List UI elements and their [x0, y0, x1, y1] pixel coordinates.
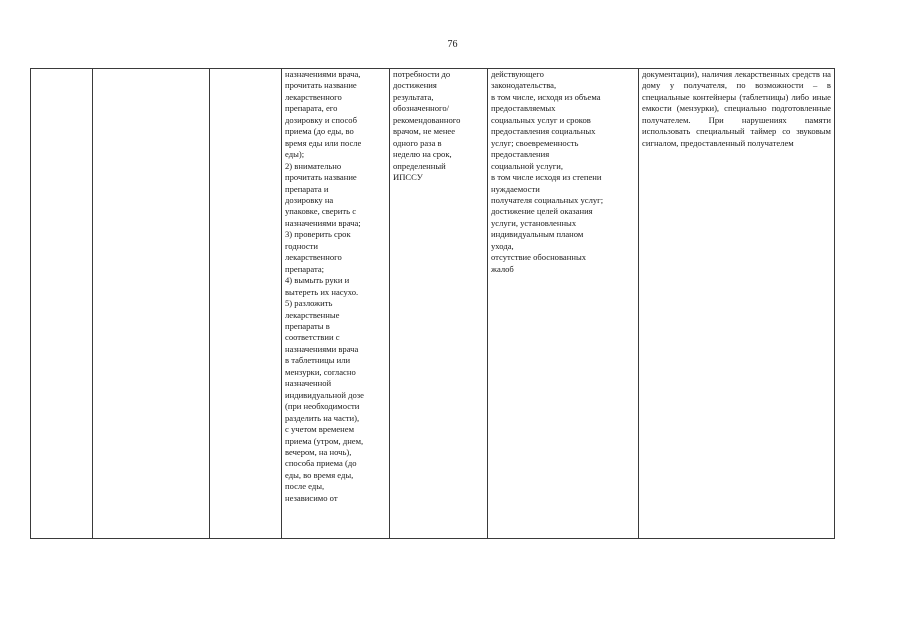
frequency-text: потребности до достижения результата, обозначенного/ рекомендованного врачом, не менее одного раза в неделю на срок, определенный ИПССУ — [393, 69, 461, 183]
page-number: 76 — [447, 39, 458, 50]
table-row — [31, 69, 835, 539]
table-cell-col2 — [93, 69, 210, 539]
table-cell-procedure — [282, 69, 390, 539]
services-table — [30, 68, 835, 539]
procedure-text: назначениями врача, прочитать название лекарственного препарата, его дозировку и способ приема (до еды, во время еды или после еды); 2) внимательно прочитать название препарата и дозировку на упаковке, сверить с назначениями врача; 3) проверить срок годности лекарственного препарата; 4) вымыть руки и вытереть их насухо. 5) разложить лекарственные препараты в соответствии с назначениями врача в таблетницы или мензурки, согласно назначенной индивидуальной дозе (при необходимости разделить на части), с учетом временем приема (утром, днем, вечером, на ночь), способа приема (до еды, во время еды, после еды, независимо от — [285, 69, 365, 503]
conditions-text: документации), наличия лекарственных средств на дому у получателя, по возможности – в специальные контейнеры (таблетницы) либо иные емкости (мензурки), специально подготовленные получателем. При нарушениях памяти использовать специальный таймер со звуковым сигналом, предоставленный получателем — [642, 69, 831, 148]
quality-criteria-text: действующего законодательства, в том числе, исходя из объема предоставляемых социальных услуг и сроков предоставления социальных услуг; своевременность предоставления социальной услуги, в том числе исходя из степени нуждаемости получателя социальных услуг; достижение целей оказания услуги, установленных индивидуальным планом ухода, отсутствие обоснованных жалоб — [491, 69, 604, 274]
table-cell-col1 — [31, 69, 93, 539]
table-cell-col3 — [210, 69, 282, 539]
table-cell-quality — [488, 69, 639, 539]
table-cell-conditions — [639, 69, 835, 539]
table-cell-frequency — [390, 69, 488, 539]
